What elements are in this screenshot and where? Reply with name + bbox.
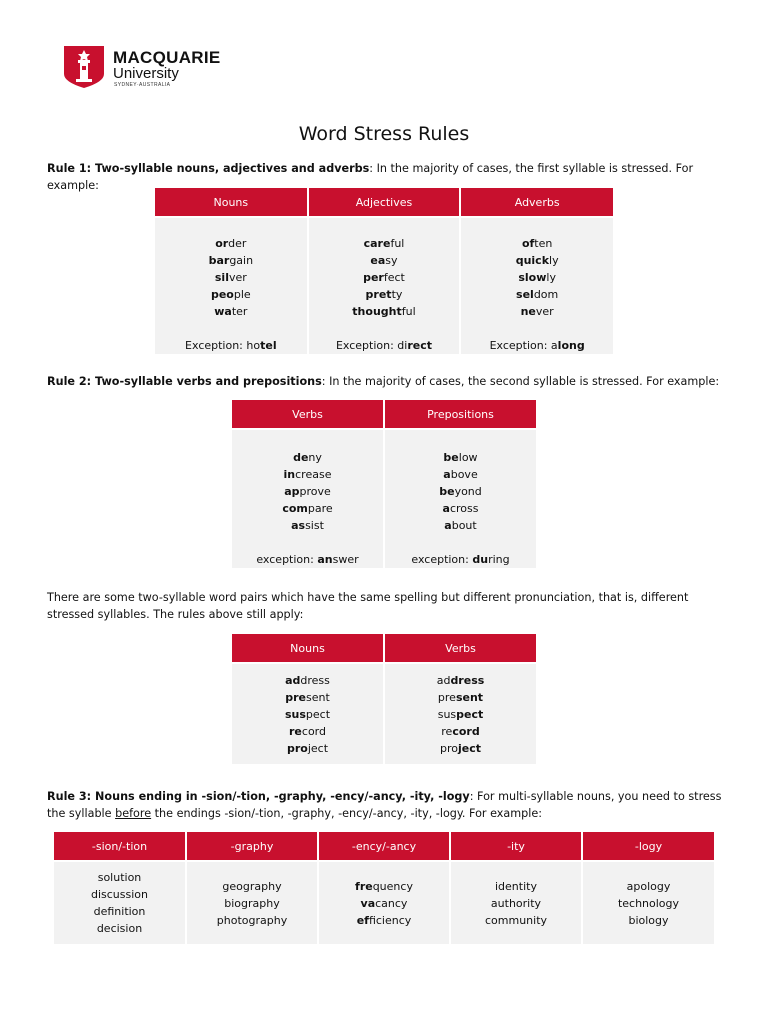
stress-word: identity <box>495 879 537 893</box>
stress-word: efficiency <box>356 913 412 927</box>
stress-word: people <box>210 288 251 301</box>
word-list-cell <box>232 664 384 764</box>
rule-3-paragraph <box>47 788 727 822</box>
stress-word: never <box>520 305 554 318</box>
stress-word: slowly <box>518 271 556 284</box>
stress-word: beyond <box>439 485 482 498</box>
column-header: -logy <box>582 832 714 860</box>
word-pairs-table <box>232 634 536 764</box>
stress-word: photography <box>216 913 288 927</box>
word-list-cell <box>384 664 536 764</box>
column-header: Adjectives <box>308 188 461 216</box>
word-list-cell <box>186 862 318 944</box>
word-list-cell <box>460 218 613 354</box>
stress-word: thoughtful <box>352 305 416 318</box>
rule-3-text-1: : For multi-syllable nouns, you need to stress the syllable <box>47 790 722 820</box>
word-list-cell <box>54 862 186 944</box>
stress-word: pretty <box>365 288 403 301</box>
stress-word: assist <box>291 519 324 532</box>
exception-line: Exception: along <box>489 339 585 352</box>
rule-2-text: : In the majority of cases, the second syllable is stressed. For example: <box>321 375 720 388</box>
word-pairs-paragraph: There are some two-syllable word pairs which have the same spelling but different pronunciation, that is, different stressed syllables. The rules above still apply: <box>47 591 689 621</box>
stress-word: quickly <box>515 254 559 267</box>
page-title: Word Stress Rules <box>298 123 470 145</box>
macquarie-logo <box>64 46 224 90</box>
rule-3-table <box>54 832 714 944</box>
stress-word: frequency <box>355 879 413 893</box>
stress-word: deny <box>293 451 322 464</box>
column-header: -graphy <box>186 832 318 860</box>
stress-word: community <box>484 913 548 927</box>
rule-3-label: Rule 3: Nouns ending in -sion/-tion, -graphy, -ency/-ancy, -ity, -logy <box>47 790 470 803</box>
word-list-cell <box>582 862 714 944</box>
logo-wordmark: MACQUARIE <box>113 48 221 67</box>
stress-word: vacancy <box>360 896 408 910</box>
stress-word: address <box>285 674 330 687</box>
rule-2-table <box>232 400 536 568</box>
logo-location: SYDNEY·AUSTRALIA <box>114 82 171 88</box>
word-list-cell <box>308 218 461 354</box>
stress-word: project <box>439 742 481 755</box>
rule-1-text: : In the majority of cases, the first syllable is stressed. For example: <box>47 162 694 192</box>
stress-word: water <box>214 305 248 318</box>
stress-word: across <box>442 502 479 515</box>
word-list-cell <box>318 862 450 944</box>
stress-word: authority <box>490 896 542 910</box>
exception-line: exception: answer <box>256 553 359 566</box>
column-header: Verbs <box>232 400 384 428</box>
stress-word: technology <box>617 896 680 910</box>
stress-word: record <box>289 725 326 738</box>
exception-line: Exception: hotel <box>185 339 277 352</box>
word-list-cell <box>232 430 384 568</box>
stress-word: perfect <box>363 271 405 284</box>
column-header: -ency/-ancy <box>318 832 450 860</box>
stress-word: increase <box>283 468 332 481</box>
stress-word: approve <box>284 485 331 498</box>
stress-word: above <box>443 468 478 481</box>
stress-word: compare <box>282 502 333 515</box>
stress-word: below <box>443 451 478 464</box>
stress-word: seldom <box>516 288 559 301</box>
logo-university: University <box>113 65 179 82</box>
stress-word: address <box>436 674 485 687</box>
rule-3-underlined-word: before <box>115 807 152 820</box>
stress-word: project <box>286 742 329 755</box>
stress-word: geography <box>222 879 282 893</box>
rule-3-text-2: the endings -sion/-tion, -graphy, -ency/-ancy, -ity, -logy. For example: <box>151 807 542 820</box>
rule-2-paragraph <box>47 373 727 390</box>
column-header: Nouns <box>155 188 308 216</box>
word-list-cell <box>450 862 582 944</box>
column-header: -ity <box>450 832 582 860</box>
stress-word: biology <box>628 913 669 927</box>
stress-word: easy <box>370 254 398 267</box>
stress-word: silver <box>214 271 247 284</box>
stress-word: often <box>521 237 553 250</box>
stress-word: apology <box>626 879 671 893</box>
word-list-cell <box>155 218 308 354</box>
macquarie-lighthouse-crest-icon <box>64 46 104 88</box>
column-header: Nouns <box>232 634 384 662</box>
exception-line: Exception: direct <box>335 339 433 352</box>
column-header: -sion/-tion <box>54 832 186 860</box>
stress-word: about <box>444 519 477 532</box>
exception-line: exception: during <box>411 553 510 566</box>
stress-word: careful <box>363 237 405 250</box>
stress-word: solution <box>97 871 142 884</box>
column-header: Verbs <box>384 634 536 662</box>
stress-word: present <box>437 691 484 704</box>
stress-word: suspect <box>284 708 331 721</box>
column-header: Prepositions <box>384 400 536 428</box>
stress-word: order <box>215 237 247 250</box>
rule-2-label: Rule 2: Two-syllable verbs and prepositions <box>47 375 322 388</box>
stress-word: biography <box>224 896 280 910</box>
stress-word: present <box>285 691 330 704</box>
column-header: Adverbs <box>460 188 613 216</box>
stress-word: suspect <box>437 708 484 721</box>
stress-word: definition <box>93 905 146 918</box>
stress-word: bargain <box>208 254 254 267</box>
stress-word: record <box>441 725 480 738</box>
rule-1-label: Rule 1: Two-syllable nouns, adjectives and adverbs <box>47 162 370 175</box>
stress-word: decision <box>96 922 143 935</box>
word-list-cell <box>384 430 536 568</box>
stress-word: discussion <box>90 888 148 901</box>
rule-1-table <box>155 188 613 354</box>
